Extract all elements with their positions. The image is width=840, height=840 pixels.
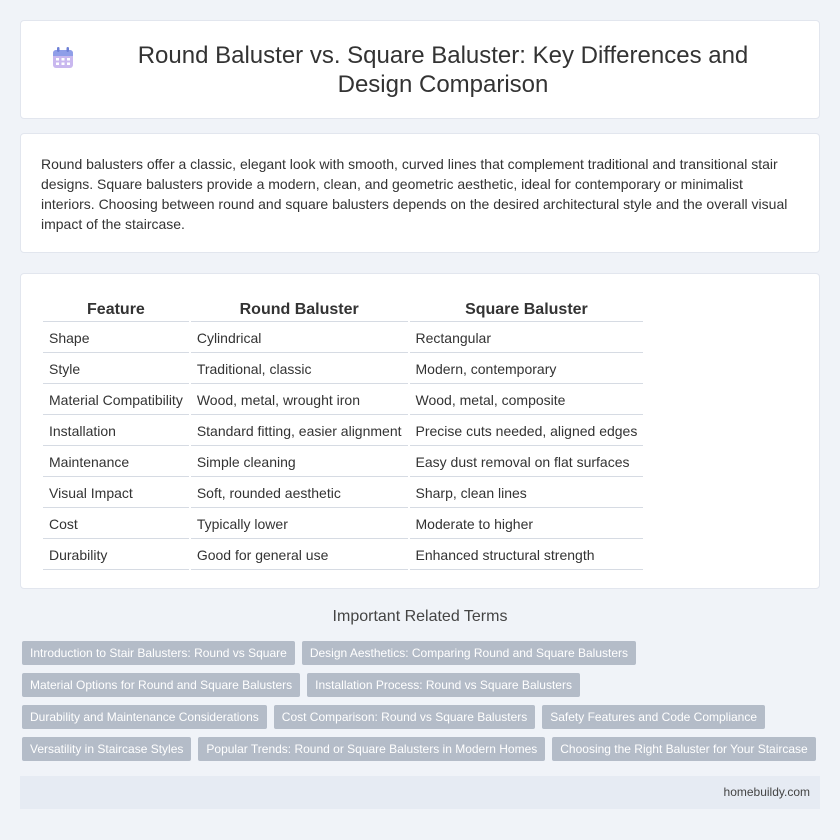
- intro-paragraph: Round balusters offer a classic, elegant look with smooth, curved lines that complement traditional and transitional stair designs. Square balusters provide a modern, clean, and geometric aesthetic, ideal for contemporary or minimalist interiors. Choosing between round and square balusters depends on the desired architectural style and the overall visual impact of the staircase.: [41, 156, 788, 232]
- table-cell: Style: [43, 355, 189, 384]
- table-row: [43, 448, 643, 477]
- related-term-tag[interactable]: Introduction to Stair Balusters: Round vs Square: [22, 641, 295, 665]
- related-terms-list: [22, 641, 822, 769]
- header: [52, 41, 788, 99]
- table-cell: Simple cleaning: [191, 448, 408, 477]
- column-header-square: Square Baluster: [410, 298, 644, 322]
- table-cell: Cost: [43, 510, 189, 539]
- table-row: [43, 355, 643, 384]
- related-term-tag[interactable]: Choosing the Right Baluster for Your Staircase: [552, 737, 815, 761]
- related-terms-title: Important Related Terms: [332, 608, 508, 625]
- table-cell: Traditional, classic: [191, 355, 408, 384]
- comparison-table-card: [20, 273, 820, 589]
- table-row: [43, 479, 643, 508]
- intro-card: [20, 133, 820, 253]
- header-card: [20, 20, 820, 119]
- related-term-tag[interactable]: Durability and Maintenance Considerations: [22, 705, 267, 729]
- table-cell: Rectangular: [410, 324, 644, 353]
- related-term-tag[interactable]: Cost Comparison: Round vs Square Balusters: [274, 705, 535, 729]
- table-row: [43, 324, 643, 353]
- column-header-round: Round Baluster: [191, 298, 408, 322]
- related-term-tag[interactable]: Versatility in Staircase Styles: [22, 737, 191, 761]
- table-cell: Material Compatibility: [43, 386, 189, 415]
- table-cell: Good for general use: [191, 541, 408, 570]
- table-cell: Standard fitting, easier alignment: [191, 417, 408, 446]
- comparison-table: [41, 296, 645, 572]
- table-cell: Durability: [43, 541, 189, 570]
- footer-site-link[interactable]: homebuildy.com: [723, 785, 810, 799]
- table-cell: Shape: [43, 324, 189, 353]
- related-term-tag[interactable]: Safety Features and Code Compliance: [542, 705, 765, 729]
- table-row: [43, 510, 643, 539]
- related-term-tag[interactable]: Installation Process: Round vs Square Balusters: [307, 673, 580, 697]
- table-cell: Wood, metal, composite: [410, 386, 644, 415]
- related-term-tag[interactable]: Popular Trends: Round or Square Balusters in Modern Homes: [198, 737, 545, 761]
- table-cell: Wood, metal, wrought iron: [191, 386, 408, 415]
- table-header-row: [43, 298, 643, 322]
- tag-row: [22, 705, 822, 729]
- table-cell: Maintenance: [43, 448, 189, 477]
- related-term-tag[interactable]: Material Options for Round and Square Balusters: [22, 673, 300, 697]
- table-cell: Precise cuts needed, aligned edges: [410, 417, 644, 446]
- table-cell: Enhanced structural strength: [410, 541, 644, 570]
- column-header-feature: Feature: [43, 298, 189, 322]
- footer: [20, 776, 820, 809]
- tag-row: [22, 641, 822, 665]
- table-cell: Cylindrical: [191, 324, 408, 353]
- related-term-tag[interactable]: Design Aesthetics: Comparing Round and Square Balusters: [302, 641, 636, 665]
- tag-row: [22, 673, 822, 697]
- table-cell: Modern, contemporary: [410, 355, 644, 384]
- table-cell: Moderate to higher: [410, 510, 644, 539]
- tag-row: [22, 737, 822, 761]
- table-row: [43, 417, 643, 446]
- table-cell: Soft, rounded aesthetic: [191, 479, 408, 508]
- page-title: Round Baluster vs. Square Baluster: Key Differences and Design Comparison: [137, 41, 749, 98]
- calendar-icon: [52, 47, 74, 69]
- table-cell: Sharp, clean lines: [410, 479, 644, 508]
- table-row: [43, 541, 643, 570]
- table-cell: Installation: [43, 417, 189, 446]
- table-row: [43, 386, 643, 415]
- table-cell: Easy dust removal on flat surfaces: [410, 448, 644, 477]
- table-cell: Visual Impact: [43, 479, 189, 508]
- table-cell: Typically lower: [191, 510, 408, 539]
